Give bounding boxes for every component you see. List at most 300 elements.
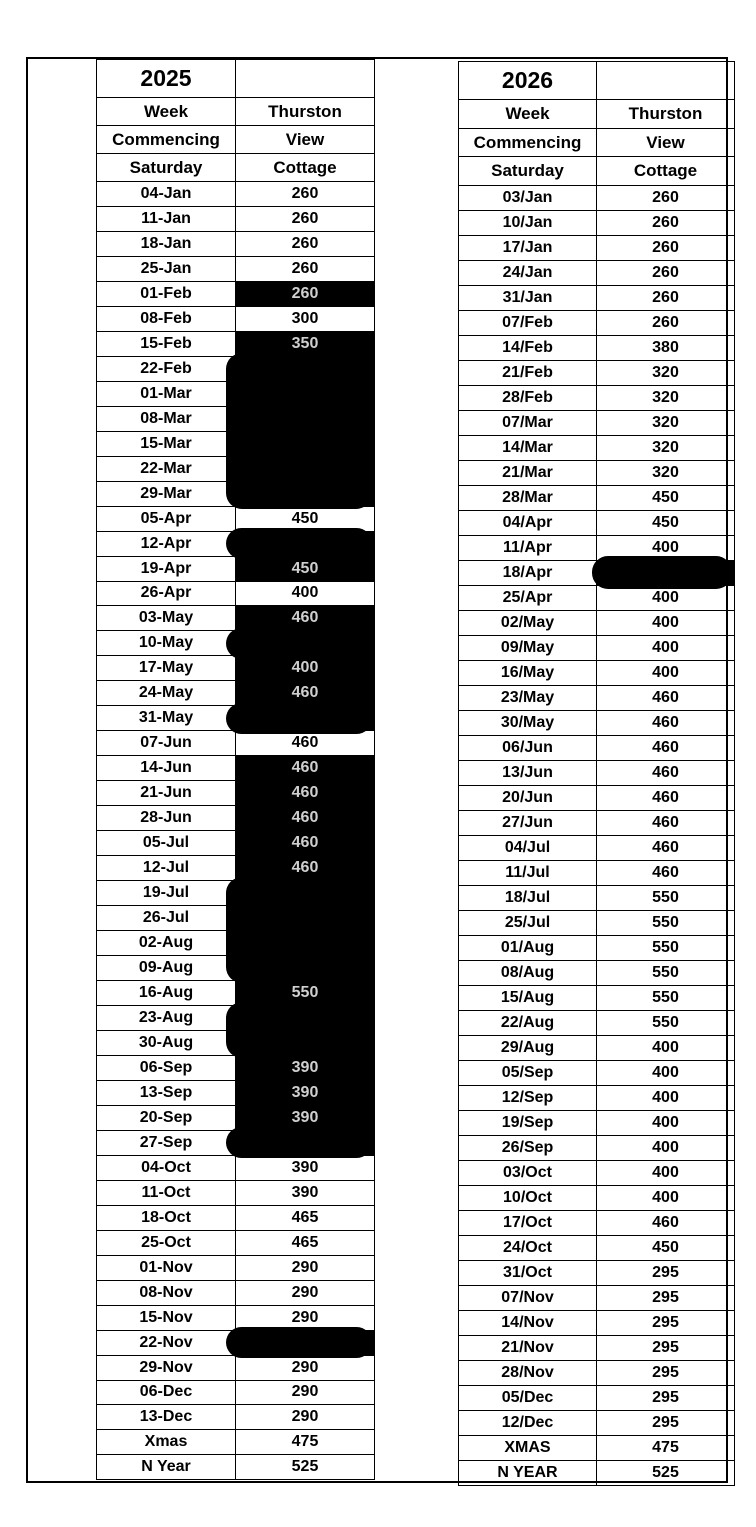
week-cell: 07/Mar bbox=[459, 410, 597, 435]
table-row bbox=[459, 610, 735, 635]
rate-cell: 260 bbox=[236, 256, 375, 281]
rate-cell: 550 bbox=[597, 910, 735, 935]
rate-cell: 320 bbox=[597, 410, 735, 435]
rate-cell: 400 bbox=[597, 1186, 735, 1211]
rate-cell: 400 bbox=[597, 1161, 735, 1186]
rate-cell-redacted: 460 bbox=[236, 781, 375, 806]
table-row bbox=[459, 635, 735, 660]
rate-cell: 400 bbox=[597, 610, 735, 635]
week-cell: 26-Apr bbox=[97, 581, 236, 606]
week-cell: 22-Mar bbox=[97, 456, 236, 481]
table-row bbox=[97, 1180, 375, 1205]
week-cell: 15/Aug bbox=[459, 986, 597, 1011]
rate-cell: 450 bbox=[597, 510, 735, 535]
table-row bbox=[459, 410, 735, 435]
rate-cell: 460 bbox=[597, 835, 735, 860]
week-cell: 07/Feb bbox=[459, 310, 597, 335]
week-cell: 25/Apr bbox=[459, 585, 597, 610]
rate-cell: 475 bbox=[236, 1430, 375, 1455]
table-row bbox=[97, 1380, 375, 1405]
rate-cell: 400 bbox=[597, 535, 735, 560]
table-row bbox=[97, 1155, 375, 1180]
week-cell: 12/Sep bbox=[459, 1086, 597, 1111]
table-row bbox=[97, 831, 375, 856]
week-cell: 22/Aug bbox=[459, 1011, 597, 1036]
week-header: Saturday bbox=[459, 157, 597, 186]
table-row bbox=[459, 935, 735, 960]
rate-cell-redacted: 460 bbox=[236, 681, 375, 706]
table-row bbox=[97, 256, 375, 281]
week-cell: 18/Jul bbox=[459, 885, 597, 910]
header-row bbox=[459, 128, 735, 157]
rate-cell-redacted: 350 bbox=[236, 331, 375, 356]
week-cell: 27/Jun bbox=[459, 810, 597, 835]
table-row bbox=[97, 206, 375, 231]
rate-cell: 390 bbox=[236, 1180, 375, 1205]
rate-cell: 290 bbox=[236, 1380, 375, 1405]
rate-cell: 290 bbox=[236, 1255, 375, 1280]
table-row bbox=[459, 810, 735, 835]
table-row bbox=[459, 735, 735, 760]
week-cell: 11-Jan bbox=[97, 206, 236, 231]
week-cell: 29/Aug bbox=[459, 1036, 597, 1061]
table-row bbox=[97, 1230, 375, 1255]
rate-cell: 290 bbox=[236, 1280, 375, 1305]
table-row bbox=[97, 781, 375, 806]
redaction-mark bbox=[226, 1127, 372, 1158]
week-cell: 04-Oct bbox=[97, 1155, 236, 1180]
table-row bbox=[459, 485, 735, 510]
table-row bbox=[97, 731, 375, 756]
rate-cell: 260 bbox=[236, 231, 375, 256]
rate-cell: 320 bbox=[597, 460, 735, 485]
rate-cell-redacted: 390 bbox=[236, 1080, 375, 1105]
rate-cell: 400 bbox=[597, 1111, 735, 1136]
rate-cell: 460 bbox=[597, 685, 735, 710]
rate-cell: 550 bbox=[597, 986, 735, 1011]
week-cell: 18-Jan bbox=[97, 231, 236, 256]
table-row bbox=[97, 756, 375, 781]
table-row bbox=[97, 806, 375, 831]
table-row bbox=[459, 435, 735, 460]
rate-cell: 525 bbox=[236, 1455, 375, 1480]
table-row bbox=[459, 585, 735, 610]
week-cell: 11-Oct bbox=[97, 1180, 236, 1205]
week-cell: 16/May bbox=[459, 660, 597, 685]
table-row bbox=[459, 1111, 735, 1136]
rate-cell: 460 bbox=[597, 1211, 735, 1236]
rate-cell: 300 bbox=[236, 306, 375, 331]
rate-cell-redacted: 460 bbox=[236, 606, 375, 631]
week-cell: 12-Apr bbox=[97, 531, 236, 556]
rate-cell: 295 bbox=[597, 1361, 735, 1386]
rate-cell: 290 bbox=[236, 1405, 375, 1430]
table-row bbox=[97, 1405, 375, 1430]
rate-cell: 460 bbox=[597, 735, 735, 760]
week-cell: 17/Oct bbox=[459, 1211, 597, 1236]
rate-cell: 320 bbox=[597, 360, 735, 385]
week-cell: 20/Jun bbox=[459, 785, 597, 810]
rate-cell-redacted: 460 bbox=[236, 806, 375, 831]
week-cell: 05/Dec bbox=[459, 1386, 597, 1411]
table-row bbox=[459, 1211, 735, 1236]
rates-table-body bbox=[97, 60, 375, 1480]
table-row bbox=[459, 285, 735, 310]
rates-table-2025 bbox=[96, 59, 375, 1480]
week-cell: 11/Jul bbox=[459, 860, 597, 885]
week-header: Commencing bbox=[459, 128, 597, 157]
week-cell: 24/Oct bbox=[459, 1236, 597, 1261]
rate-cell-redacted: 390 bbox=[236, 1055, 375, 1080]
week-cell: 08/Aug bbox=[459, 960, 597, 985]
property-header: Thurston bbox=[236, 98, 375, 126]
rate-cell: 460 bbox=[597, 710, 735, 735]
table-row bbox=[459, 685, 735, 710]
week-cell: 29-Nov bbox=[97, 1355, 236, 1380]
week-cell: 23-Aug bbox=[97, 1005, 236, 1030]
redaction-mark bbox=[226, 1002, 372, 1058]
table-row bbox=[459, 260, 735, 285]
week-cell: 24-May bbox=[97, 681, 236, 706]
week-cell: Xmas bbox=[97, 1430, 236, 1455]
rate-cell-redacted: 460 bbox=[236, 831, 375, 856]
table-row bbox=[459, 885, 735, 910]
redaction-mark bbox=[226, 528, 372, 559]
table-row bbox=[459, 1286, 735, 1311]
week-cell: 04/Jul bbox=[459, 835, 597, 860]
property-header: View bbox=[236, 126, 375, 154]
header-row bbox=[459, 157, 735, 186]
table-row bbox=[459, 360, 735, 385]
rate-cell: 295 bbox=[597, 1311, 735, 1336]
table-row bbox=[459, 960, 735, 985]
week-cell: 02-Aug bbox=[97, 931, 236, 956]
rate-cell: 400 bbox=[597, 1036, 735, 1061]
week-cell: 06-Dec bbox=[97, 1380, 236, 1405]
week-cell: 31/Jan bbox=[459, 285, 597, 310]
week-cell: 28/Feb bbox=[459, 385, 597, 410]
property-header: Cottage bbox=[236, 154, 375, 182]
rate-cell: 400 bbox=[597, 1136, 735, 1161]
week-cell: 09-Aug bbox=[97, 956, 236, 981]
week-cell: XMAS bbox=[459, 1436, 597, 1461]
rate-cell-redacted: 460 bbox=[236, 856, 375, 881]
table-row bbox=[97, 182, 375, 207]
rate-cell: 400 bbox=[597, 635, 735, 660]
table-row bbox=[97, 1355, 375, 1380]
rate-cell: 465 bbox=[236, 1230, 375, 1255]
week-cell: 04/Apr bbox=[459, 510, 597, 535]
table-row bbox=[459, 235, 735, 260]
week-cell: 14-Jun bbox=[97, 756, 236, 781]
header-row bbox=[97, 126, 375, 154]
property-header: Thurston bbox=[597, 100, 735, 129]
week-cell: 03/Jan bbox=[459, 185, 597, 210]
table-row bbox=[97, 281, 375, 306]
week-cell: 15-Feb bbox=[97, 331, 236, 356]
year-blank-cell bbox=[597, 62, 735, 100]
table-row bbox=[459, 185, 735, 210]
week-cell: 06/Jun bbox=[459, 735, 597, 760]
rate-cell: 260 bbox=[597, 185, 735, 210]
rate-cell: 295 bbox=[597, 1336, 735, 1361]
table-row bbox=[97, 1205, 375, 1230]
week-cell: 28/Nov bbox=[459, 1361, 597, 1386]
year-heading: 2025 bbox=[97, 60, 236, 98]
rate-cell: 450 bbox=[236, 506, 375, 531]
week-header: Saturday bbox=[97, 154, 236, 182]
week-cell: 10/Jan bbox=[459, 210, 597, 235]
rate-cell: 450 bbox=[597, 485, 735, 510]
redaction-mark bbox=[226, 877, 372, 983]
rate-cell: 295 bbox=[597, 1286, 735, 1311]
week-header: Commencing bbox=[97, 126, 236, 154]
week-cell: 22-Nov bbox=[97, 1330, 236, 1355]
rates-table-body bbox=[459, 62, 735, 1486]
rate-cell-redacted: 260 bbox=[236, 281, 375, 306]
rate-cell-redacted: 390 bbox=[236, 1105, 375, 1130]
week-cell: 15-Mar bbox=[97, 431, 236, 456]
week-cell: 01-Mar bbox=[97, 381, 236, 406]
week-cell: 13/Jun bbox=[459, 760, 597, 785]
week-cell: 12-Jul bbox=[97, 856, 236, 881]
week-cell: 09/May bbox=[459, 635, 597, 660]
table-row bbox=[97, 231, 375, 256]
table-row bbox=[459, 1386, 735, 1411]
week-cell: 12/Dec bbox=[459, 1411, 597, 1436]
week-cell: 24/Jan bbox=[459, 260, 597, 285]
rate-cell: 295 bbox=[597, 1261, 735, 1286]
table-row bbox=[459, 310, 735, 335]
rate-cell: 465 bbox=[236, 1205, 375, 1230]
week-cell: 26/Sep bbox=[459, 1136, 597, 1161]
redaction-mark bbox=[592, 556, 732, 589]
table-row bbox=[459, 660, 735, 685]
header-row bbox=[97, 154, 375, 182]
table-row bbox=[459, 460, 735, 485]
week-cell: 16-Aug bbox=[97, 981, 236, 1006]
week-cell: 14/Feb bbox=[459, 335, 597, 360]
rate-cell: 460 bbox=[597, 860, 735, 885]
week-cell: 14/Mar bbox=[459, 435, 597, 460]
week-cell: 21-Jun bbox=[97, 781, 236, 806]
week-cell: 30/May bbox=[459, 710, 597, 735]
redaction-mark bbox=[226, 353, 372, 509]
week-cell: 03/Oct bbox=[459, 1161, 597, 1186]
rate-cell: 400 bbox=[597, 585, 735, 610]
rate-cell-redacted: 450 bbox=[236, 556, 375, 581]
table-row bbox=[459, 335, 735, 360]
rate-cell: 260 bbox=[597, 310, 735, 335]
table-row bbox=[97, 1455, 375, 1480]
table-row bbox=[459, 510, 735, 535]
table-row bbox=[459, 1436, 735, 1461]
week-cell: N YEAR bbox=[459, 1461, 597, 1486]
week-cell: 05-Jul bbox=[97, 831, 236, 856]
week-cell: 13-Dec bbox=[97, 1405, 236, 1430]
year-row bbox=[459, 62, 735, 100]
week-cell: 03-May bbox=[97, 606, 236, 631]
week-cell: 06-Sep bbox=[97, 1055, 236, 1080]
table-row bbox=[459, 1061, 735, 1086]
week-cell: 08-Feb bbox=[97, 306, 236, 331]
table-row bbox=[459, 835, 735, 860]
rate-cell: 260 bbox=[597, 210, 735, 235]
week-cell: 17/Jan bbox=[459, 235, 597, 260]
rate-cell-redacted: 550 bbox=[236, 981, 375, 1006]
rate-cell: 400 bbox=[597, 1086, 735, 1111]
week-cell: 10/Oct bbox=[459, 1186, 597, 1211]
table-row bbox=[459, 385, 735, 410]
table-row bbox=[97, 1430, 375, 1455]
table-row bbox=[459, 1186, 735, 1211]
rate-cell: 290 bbox=[236, 1305, 375, 1330]
week-cell: 31-May bbox=[97, 706, 236, 731]
table-row bbox=[97, 556, 375, 581]
rate-cell: 460 bbox=[597, 810, 735, 835]
rate-cell: 295 bbox=[597, 1411, 735, 1436]
rate-cell: 380 bbox=[597, 335, 735, 360]
rate-cell: 550 bbox=[597, 935, 735, 960]
table-row bbox=[459, 860, 735, 885]
table-row bbox=[459, 1236, 735, 1261]
rate-cell: 475 bbox=[597, 1436, 735, 1461]
week-cell: 10-May bbox=[97, 631, 236, 656]
week-cell: 08-Mar bbox=[97, 406, 236, 431]
property-header: Cottage bbox=[597, 157, 735, 186]
rate-cell: 260 bbox=[236, 206, 375, 231]
year-blank-cell bbox=[236, 60, 375, 98]
rate-cell: 260 bbox=[236, 182, 375, 207]
year-row bbox=[97, 60, 375, 98]
redaction-mark bbox=[226, 703, 372, 734]
week-cell: 07/Nov bbox=[459, 1286, 597, 1311]
table-row bbox=[97, 1255, 375, 1280]
week-cell: 22-Feb bbox=[97, 356, 236, 381]
week-cell: 28-Jun bbox=[97, 806, 236, 831]
table-row bbox=[459, 710, 735, 735]
week-cell: 04-Jan bbox=[97, 182, 236, 207]
property-header: View bbox=[597, 128, 735, 157]
week-cell: 08-Nov bbox=[97, 1280, 236, 1305]
week-cell: 07-Jun bbox=[97, 731, 236, 756]
week-cell: 18-Oct bbox=[97, 1205, 236, 1230]
table-row bbox=[459, 1261, 735, 1286]
table-row bbox=[97, 581, 375, 606]
week-cell: 01-Nov bbox=[97, 1255, 236, 1280]
table-row bbox=[459, 760, 735, 785]
table-row bbox=[459, 1136, 735, 1161]
week-cell: 02/May bbox=[459, 610, 597, 635]
table-row bbox=[97, 1280, 375, 1305]
week-cell: 21/Mar bbox=[459, 460, 597, 485]
week-cell: 14/Nov bbox=[459, 1311, 597, 1336]
table-row bbox=[459, 1161, 735, 1186]
table-row bbox=[459, 1011, 735, 1036]
table-row bbox=[459, 1086, 735, 1111]
week-cell: 18/Apr bbox=[459, 560, 597, 585]
rate-cell: 295 bbox=[597, 1386, 735, 1411]
week-cell: 30-Aug bbox=[97, 1030, 236, 1055]
week-cell: 25/Jul bbox=[459, 910, 597, 935]
rate-cell: 260 bbox=[597, 260, 735, 285]
week-cell: 31/Oct bbox=[459, 1261, 597, 1286]
table-row bbox=[459, 785, 735, 810]
rate-cell: 260 bbox=[597, 285, 735, 310]
rate-cell: 550 bbox=[597, 885, 735, 910]
rate-cell: 400 bbox=[597, 1061, 735, 1086]
table-row bbox=[459, 210, 735, 235]
week-cell: 25-Jan bbox=[97, 256, 236, 281]
redaction-mark bbox=[226, 1327, 372, 1358]
week-cell: 21/Feb bbox=[459, 360, 597, 385]
rate-cell: 390 bbox=[236, 1155, 375, 1180]
week-cell: 01/Aug bbox=[459, 935, 597, 960]
rate-cell: 450 bbox=[597, 1236, 735, 1261]
week-cell: 11/Apr bbox=[459, 535, 597, 560]
rate-cell: 550 bbox=[597, 960, 735, 985]
table-row bbox=[459, 1336, 735, 1361]
table-row bbox=[459, 1311, 735, 1336]
week-cell: 01-Feb bbox=[97, 281, 236, 306]
week-cell: 21/Nov bbox=[459, 1336, 597, 1361]
table-row bbox=[97, 1055, 375, 1080]
week-cell: 13-Sep bbox=[97, 1080, 236, 1105]
week-cell: 25-Oct bbox=[97, 1230, 236, 1255]
week-cell: 05/Sep bbox=[459, 1061, 597, 1086]
table-row bbox=[459, 986, 735, 1011]
rate-cell: 400 bbox=[236, 581, 375, 606]
table-row bbox=[459, 910, 735, 935]
table-row bbox=[97, 306, 375, 331]
week-cell: 23/May bbox=[459, 685, 597, 710]
week-cell: 19/Sep bbox=[459, 1111, 597, 1136]
table-row bbox=[459, 1461, 735, 1486]
week-cell: 28/Mar bbox=[459, 485, 597, 510]
rate-cell-redacted: 400 bbox=[236, 656, 375, 681]
rate-cell: 525 bbox=[597, 1461, 735, 1486]
rate-cell: 400 bbox=[597, 660, 735, 685]
rate-cell: 320 bbox=[597, 435, 735, 460]
week-cell: 05-Apr bbox=[97, 506, 236, 531]
table-row bbox=[459, 1361, 735, 1386]
header-row bbox=[97, 98, 375, 126]
table-row bbox=[97, 656, 375, 681]
week-cell: 29-Mar bbox=[97, 481, 236, 506]
rate-cell: 460 bbox=[597, 785, 735, 810]
table-row bbox=[459, 1036, 735, 1061]
rate-cell: 320 bbox=[597, 385, 735, 410]
week-cell: 27-Sep bbox=[97, 1130, 236, 1155]
rates-table-2026 bbox=[458, 61, 735, 1486]
week-cell: 19-Jul bbox=[97, 881, 236, 906]
rate-cell: 290 bbox=[236, 1355, 375, 1380]
rate-cell: 460 bbox=[597, 760, 735, 785]
week-header: Week bbox=[97, 98, 236, 126]
week-cell: 20-Sep bbox=[97, 1105, 236, 1130]
week-cell: 15-Nov bbox=[97, 1305, 236, 1330]
rate-cell: 550 bbox=[597, 1011, 735, 1036]
rate-cell: 460 bbox=[236, 731, 375, 756]
rate-cell-redacted: 460 bbox=[236, 756, 375, 781]
rate-cell: 260 bbox=[597, 235, 735, 260]
header-row bbox=[459, 100, 735, 129]
table-row bbox=[97, 1080, 375, 1105]
week-cell: N Year bbox=[97, 1455, 236, 1480]
redaction-mark bbox=[226, 628, 372, 659]
week-cell: 19-Apr bbox=[97, 556, 236, 581]
table-row bbox=[459, 1411, 735, 1436]
